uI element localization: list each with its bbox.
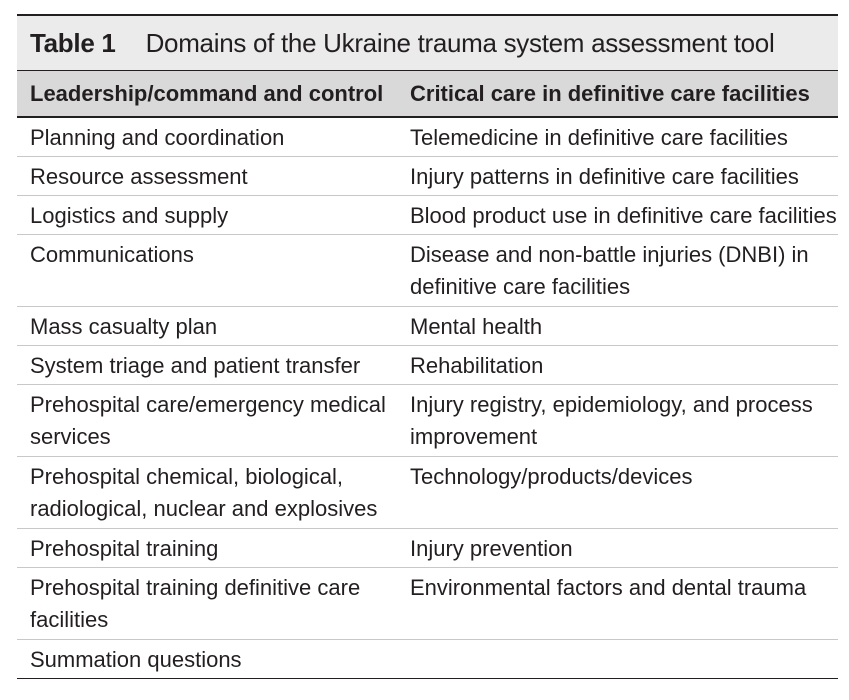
table-cell: Logistics and supply bbox=[30, 203, 229, 228]
table-cell: Mental health bbox=[410, 314, 543, 339]
table-label: Table 1 bbox=[30, 27, 116, 58]
table-cell: Disease and non-battle injuries (DNBI) in definitive care facilities bbox=[410, 242, 809, 299]
table-cell: Injury patterns in definitive care facilities bbox=[410, 164, 799, 189]
table-row bbox=[17, 457, 838, 529]
table-header-row bbox=[17, 71, 838, 118]
table-cell: Environmental factors and dental trauma bbox=[410, 575, 807, 600]
table-cell: Injury prevention bbox=[410, 536, 573, 561]
table-row bbox=[17, 640, 838, 679]
table-cell: Communications bbox=[30, 242, 194, 267]
table-title: Domains of the Ukraine trauma system assessment tool bbox=[145, 27, 775, 58]
table-row bbox=[17, 307, 838, 346]
table-cell: Injury registry, epidemiology, and process improvement bbox=[410, 392, 813, 449]
table-row bbox=[17, 385, 838, 457]
table-cell: Summation questions bbox=[30, 647, 242, 672]
domains-table bbox=[17, 14, 838, 679]
column-header-critical-care: Critical care in definitive care facilities bbox=[410, 80, 810, 106]
column-header-leadership: Leadership/command and control bbox=[30, 80, 384, 106]
table-cell: Resource assessment bbox=[30, 164, 248, 189]
table-row bbox=[17, 196, 838, 235]
table-cell: Prehospital care/emergency medical services bbox=[30, 392, 386, 449]
table-cell: Prehospital training definitive care facilities bbox=[30, 575, 361, 632]
table-row bbox=[17, 118, 838, 157]
table-row bbox=[17, 235, 838, 307]
table-cell: Mass casualty plan bbox=[30, 314, 218, 339]
table-cell: Prehospital chemical, biological, radiological, nuclear and explosives bbox=[30, 464, 378, 521]
table-cell: System triage and patient transfer bbox=[30, 353, 361, 378]
table-caption bbox=[17, 16, 838, 71]
table-cell: Telemedicine in definitive care facilities bbox=[410, 125, 788, 150]
table-row bbox=[17, 157, 838, 196]
table-cell: Technology/products/devices bbox=[410, 464, 693, 489]
table-cell: Prehospital training bbox=[30, 536, 219, 561]
table-row bbox=[17, 529, 838, 568]
table-row bbox=[17, 568, 838, 640]
table-cell: Planning and coordination bbox=[30, 125, 285, 150]
table-cell: Blood product use in definitive care facilities bbox=[410, 203, 837, 228]
table-row bbox=[17, 346, 838, 385]
table-cell: Rehabilitation bbox=[410, 353, 544, 378]
